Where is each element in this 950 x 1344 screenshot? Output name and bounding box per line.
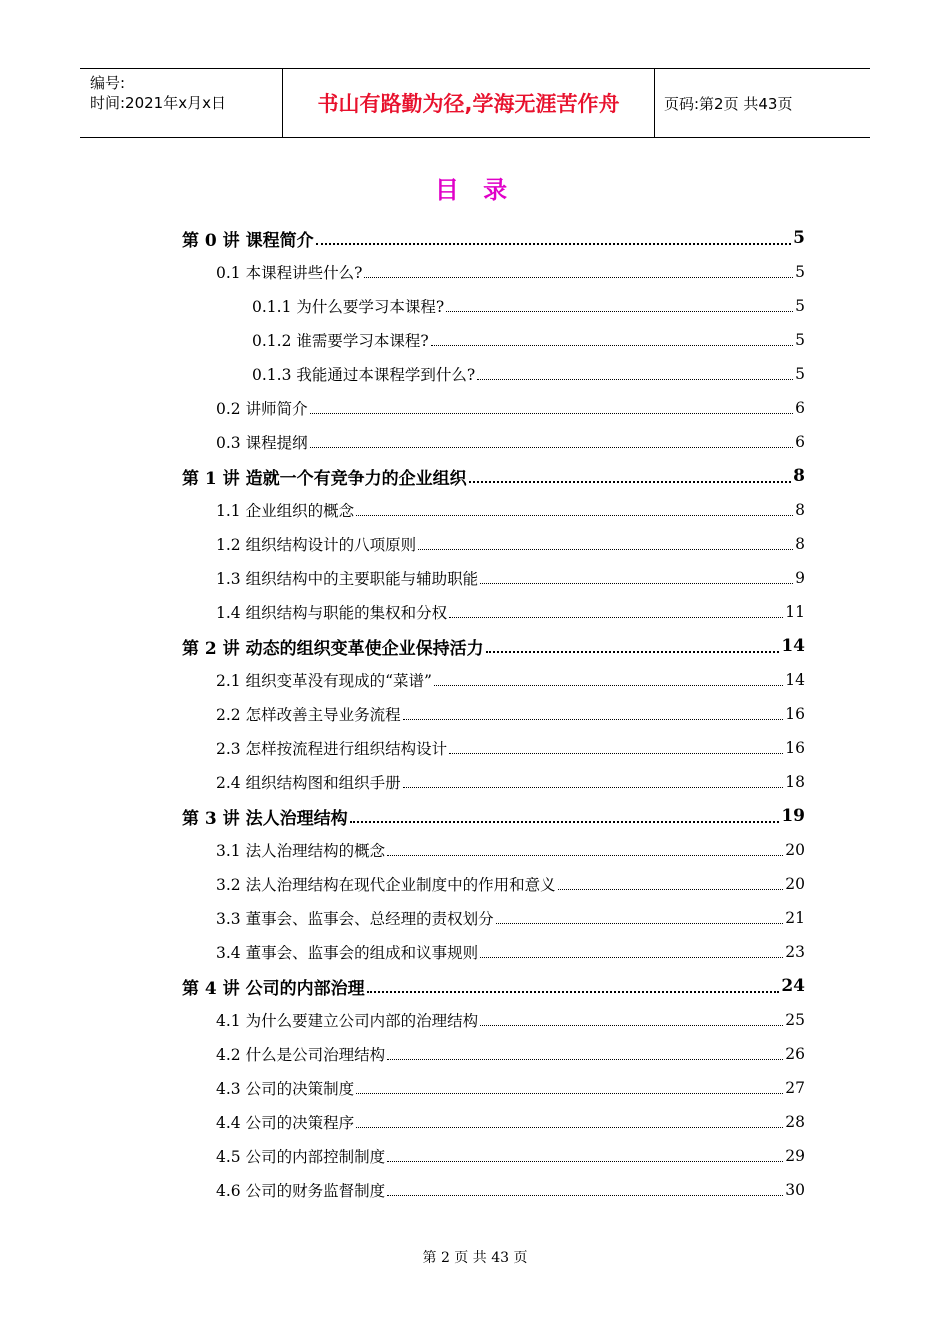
toc-entry-title: 4.2 什么是公司治理结构 [216,1046,386,1064]
toc-entry-title: 第 0 讲 课程简介 [182,230,314,251]
toc-page-number: 5 [795,297,805,315]
toc-page-number: 20 [785,875,805,893]
toc-entry-title: 0.1.3 我能通过本课程学到什么? [252,366,476,384]
toc-entry-title: 3.1 法人治理结构的概念 [216,842,386,860]
toc-leader-dots [316,242,792,245]
toc-section-entry[interactable] [0,833,950,867]
toc-entry-title: 0.1.2 谁需要学习本课程? [252,332,429,350]
toc-leader-dots [356,514,793,516]
toc-entry-title: 3.2 法人治理结构在现代企业制度中的作用和意义 [216,876,556,894]
toc-leader-dots [350,820,780,823]
toc-section-entry[interactable] [0,391,950,425]
toc-entry-title: 0.1.1 为什么要学习本课程? [252,298,445,316]
toc-entry-title: 4.3 公司的决策制度 [216,1080,355,1098]
toc-section-entry[interactable] [0,425,950,459]
toc-leader-dots [367,990,780,993]
toc-section-entry[interactable] [0,1173,950,1207]
toc-page-number: 19 [781,806,805,826]
toc-chapter-entry[interactable] [0,459,950,493]
toc-page-number: 5 [795,365,805,383]
header-meta [80,69,282,137]
toc-section-entry[interactable] [0,1139,950,1173]
toc-entry-title: 3.4 董事会、监事会的组成和议事规则 [216,944,479,962]
toc-leader-dots [387,1194,783,1196]
toc-leader-dots [310,446,794,448]
toc-section-entry[interactable] [0,1037,950,1071]
toc-entry-title: 0.2 讲师简介 [216,400,308,418]
toc-page-number: 23 [785,943,805,961]
toc-entry-title: 1.3 组织结构中的主要职能与辅助职能 [216,570,479,588]
page-header [80,68,870,138]
toc-chapter-entry[interactable] [0,629,950,663]
toc-page-number: 20 [785,841,805,859]
toc-entry-title: 第 3 讲 法人治理结构 [182,808,348,829]
toc-leader-dots [434,684,783,686]
toc-entry-title: 4.6 公司的财务监督制度 [216,1182,386,1200]
toc-page-number: 14 [785,671,805,689]
toc-section-entry[interactable] [0,255,950,289]
toc-section-entry[interactable] [0,595,950,629]
toc-leader-dots [356,1092,783,1094]
page-footer: 第 2 页 共 43 页 [422,1250,528,1266]
toc-leader-dots [449,616,783,618]
toc-section-entry[interactable] [0,1003,950,1037]
toc-page-number: 8 [795,501,805,519]
toc-page-number: 9 [795,569,805,587]
toc-section-entry[interactable] [0,901,950,935]
toc-page-number: 14 [781,636,805,656]
toc-section-entry[interactable] [0,697,950,731]
toc-entry-title: 4.4 公司的决策程序 [216,1114,355,1132]
toc-page-number: 11 [785,603,805,621]
toc-entry-title: 1.1 企业组织的概念 [216,502,355,520]
toc-chapter-entry[interactable] [0,969,950,1003]
toc-entry-title: 1.2 组织结构设计的八项原则 [216,536,417,554]
toc-leader-dots [496,922,784,924]
header-number-label: 编号: [90,74,126,92]
toc-section-entry[interactable] [0,527,950,561]
header-motto: 书山有路勤为径,学海无涯苦作舟 [282,69,655,137]
toc-page-number: 8 [795,535,805,553]
toc-leader-dots [480,582,793,584]
toc-section-entry[interactable] [0,765,950,799]
toc-section-entry[interactable] [0,1105,950,1139]
toc-entry-title: 第 2 讲 动态的组织变革使企业保持活力 [182,638,484,659]
toc-leader-dots [387,1058,783,1060]
toc-entry-title: 2.4 组织结构图和组织手册 [216,774,401,792]
toc-leader-dots [387,854,783,856]
toc-page-number: 27 [785,1079,805,1097]
toc-section-entry[interactable] [0,289,950,323]
toc-entry-title: 2.2 怎样改善主导业务流程 [216,706,401,724]
toc-section-entry[interactable] [0,663,950,697]
toc-page-number: 6 [795,433,805,451]
table-of-contents [0,221,950,1207]
toc-title: 目 录 [434,176,516,204]
toc-leader-dots [480,956,783,958]
toc-page-number: 24 [781,976,805,996]
toc-leader-dots [446,310,793,312]
toc-page-number: 5 [795,331,805,349]
toc-entry-title: 4.5 公司的内部控制制度 [216,1148,386,1166]
toc-section-entry[interactable] [0,493,950,527]
toc-page-number: 16 [785,705,805,723]
toc-page-number: 18 [785,773,805,791]
toc-leader-dots [480,1024,783,1026]
toc-leader-dots [310,412,794,414]
toc-leader-dots [356,1126,783,1128]
toc-page-number: 16 [785,739,805,757]
toc-section-entry[interactable] [0,323,950,357]
toc-leader-dots [469,480,792,483]
toc-section-entry[interactable] [0,1071,950,1105]
toc-entry-title: 0.1 本课程讲些什么? [216,264,363,282]
toc-page-number: 6 [795,399,805,417]
toc-section-entry[interactable] [0,731,950,765]
toc-entry-title: 4.1 为什么要建立公司内部的治理结构 [216,1012,479,1030]
toc-entry-title: 2.1 组织变革没有现成的“菜谱” [216,672,432,690]
toc-entry-title: 3.3 董事会、监事会、总经理的责权划分 [216,910,494,928]
header-time-label: 时间:2021年x月x日 [90,94,226,112]
toc-page-number: 5 [793,228,805,248]
toc-leader-dots [403,718,784,720]
toc-entry-title: 0.3 课程提纲 [216,434,308,452]
toc-page-number: 21 [785,909,805,927]
header-page-info: 页码:第2页 共43页 [664,94,793,113]
toc-leader-dots [449,752,783,754]
toc-leader-dots [486,650,780,653]
toc-entry-title: 第 1 讲 造就一个有竞争力的企业组织 [182,468,467,489]
toc-entry-title: 第 4 讲 公司的内部治理 [182,978,365,999]
toc-page-number: 8 [793,466,805,486]
toc-page-number: 26 [785,1045,805,1063]
toc-chapter-entry[interactable] [0,221,950,255]
toc-leader-dots [403,786,784,788]
toc-leader-dots [477,378,793,380]
toc-section-entry[interactable] [0,561,950,595]
toc-page-number: 28 [785,1113,805,1131]
toc-page-number: 29 [785,1147,805,1165]
toc-leader-dots [431,344,793,346]
toc-entry-title: 1.4 组织结构与职能的集权和分权 [216,604,448,622]
toc-section-entry[interactable] [0,867,950,901]
toc-section-entry[interactable] [0,357,950,391]
toc-chapter-entry[interactable] [0,799,950,833]
toc-entry-title: 2.3 怎样按流程进行组织结构设计 [216,740,448,758]
toc-leader-dots [364,276,793,278]
toc-page-number: 30 [785,1181,805,1199]
toc-leader-dots [558,888,784,890]
toc-page-number: 5 [795,263,805,281]
toc-leader-dots [418,548,793,550]
toc-section-entry[interactable] [0,935,950,969]
toc-leader-dots [387,1160,783,1162]
toc-page-number: 25 [785,1011,805,1029]
